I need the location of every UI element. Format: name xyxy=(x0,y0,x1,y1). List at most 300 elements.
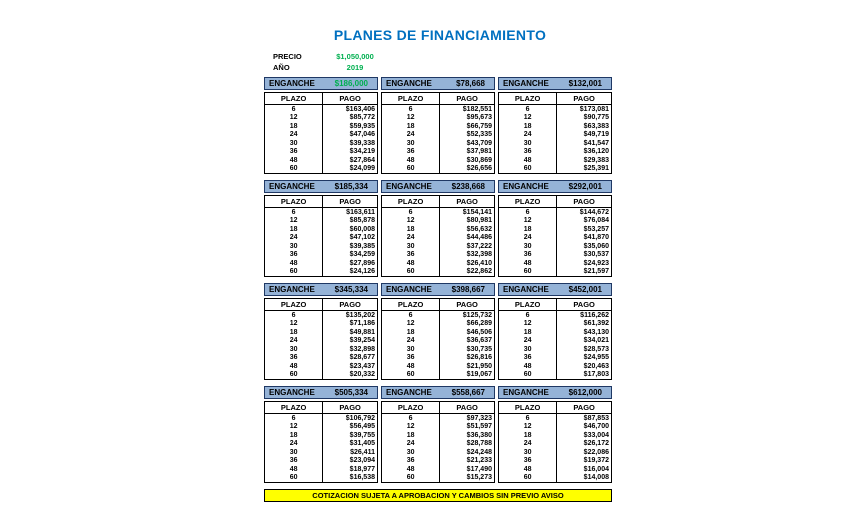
enganche-header xyxy=(381,386,495,399)
payment-row xyxy=(499,371,611,380)
pago-value: $44,486 xyxy=(466,234,492,242)
payment-row xyxy=(499,242,611,251)
plazo-value: 48 xyxy=(499,362,557,371)
pago-value: $85,772 xyxy=(349,114,375,122)
pago-column-header: PAGO xyxy=(456,300,478,309)
plazo-value: 30 xyxy=(265,242,323,251)
ano-value: 2019 xyxy=(346,63,364,72)
plazo-value: 48 xyxy=(265,259,323,268)
plazo-value: 6 xyxy=(265,105,323,114)
plazo-value: 24 xyxy=(382,440,440,449)
plazo-column-header: PLAZO xyxy=(265,299,323,310)
payment-row xyxy=(265,440,377,449)
ano-row xyxy=(273,62,616,73)
payment-row xyxy=(499,474,611,483)
payment-row xyxy=(265,217,377,226)
plazo-value: 60 xyxy=(382,474,440,483)
plazo-value: 24 xyxy=(265,234,323,243)
plazo-value: 30 xyxy=(265,345,323,354)
pago-value: $90,775 xyxy=(583,114,609,122)
pago-value: $163,611 xyxy=(346,208,375,216)
plazo-value: 18 xyxy=(265,431,323,440)
plazo-column-header: PLAZO xyxy=(265,93,323,104)
financing-sheet xyxy=(264,27,616,502)
payment-row xyxy=(265,156,377,165)
pago-value: $154,141 xyxy=(462,208,492,216)
plazo-value: 6 xyxy=(382,311,440,320)
plan-block xyxy=(264,386,378,483)
plazo-column-header: PLAZO xyxy=(499,299,557,310)
payment-row xyxy=(382,208,494,217)
plazo-value: 18 xyxy=(499,225,557,234)
payment-row xyxy=(265,414,377,423)
plazo-value: 6 xyxy=(382,105,440,114)
payment-row xyxy=(265,208,377,217)
enganche-label: ENGANCHE xyxy=(269,388,315,397)
enganche-amount: $505,334 xyxy=(334,388,368,397)
payment-row xyxy=(265,465,377,474)
pago-value: $173,081 xyxy=(579,105,609,113)
enganche-header xyxy=(498,180,612,193)
plan-block xyxy=(381,283,495,380)
payment-row xyxy=(265,474,377,483)
payment-row xyxy=(499,465,611,474)
plazo-value: 18 xyxy=(382,225,440,234)
payment-row xyxy=(382,139,494,148)
payment-row xyxy=(265,139,377,148)
payment-row xyxy=(499,114,611,123)
plazo-value: 36 xyxy=(265,354,323,363)
pago-value: $28,573 xyxy=(583,345,609,353)
enganche-amount: $185,334 xyxy=(334,182,368,191)
plazo-value: 18 xyxy=(265,328,323,337)
pago-value: $24,099 xyxy=(349,165,375,173)
payment-row xyxy=(265,242,377,251)
pago-value: $17,490 xyxy=(466,465,492,473)
plazo-value: 48 xyxy=(382,259,440,268)
plazo-value: 36 xyxy=(499,457,557,466)
pago-column-header: PAGO xyxy=(573,197,595,206)
payment-row xyxy=(382,311,494,320)
plazo-value: 48 xyxy=(382,362,440,371)
pago-value: $25,391 xyxy=(583,165,609,173)
payment-row xyxy=(499,328,611,337)
payment-row xyxy=(265,105,377,114)
plazo-value: 18 xyxy=(382,122,440,131)
precio-label: PRECIO xyxy=(273,52,302,61)
pago-value: $49,719 xyxy=(583,131,609,139)
plazo-column-header: PLAZO xyxy=(382,93,440,104)
pago-value: $106,792 xyxy=(345,414,375,422)
payment-row xyxy=(499,268,611,277)
payment-row xyxy=(382,114,494,123)
plazo-value: 60 xyxy=(499,371,557,380)
plan-block xyxy=(498,77,612,174)
pago-value: $27,896 xyxy=(349,259,375,267)
payment-row xyxy=(265,328,377,337)
payment-row xyxy=(499,311,611,320)
pago-value: $33,004 xyxy=(583,431,609,439)
plazo-value: 36 xyxy=(382,457,440,466)
plazo-value: 12 xyxy=(499,423,557,432)
payment-row xyxy=(265,345,377,354)
pago-value: $39,385 xyxy=(349,242,375,250)
plazo-value: 36 xyxy=(382,251,440,260)
enganche-amount: $398,667 xyxy=(451,285,485,294)
payment-row xyxy=(382,345,494,354)
plazo-value: 36 xyxy=(265,148,323,157)
payment-row xyxy=(382,217,494,226)
payment-row xyxy=(265,251,377,260)
enganche-label: ENGANCHE xyxy=(386,285,432,294)
pago-value: $32,398 xyxy=(466,251,492,259)
plazo-value: 60 xyxy=(499,165,557,174)
plazo-value: 18 xyxy=(382,431,440,440)
payment-row xyxy=(499,122,611,131)
enganche-amount: $612,000 xyxy=(568,388,602,397)
pago-value: $16,538 xyxy=(349,474,375,482)
table-header-row xyxy=(382,93,494,105)
enganche-header xyxy=(498,283,612,296)
payment-table xyxy=(381,298,495,380)
plazo-value: 30 xyxy=(499,242,557,251)
payment-row xyxy=(382,465,494,474)
pago-value: $182,551 xyxy=(462,105,492,113)
payment-row xyxy=(382,457,494,466)
payment-row xyxy=(265,234,377,243)
pago-value: $31,405 xyxy=(349,440,375,448)
plazo-column-header: PLAZO xyxy=(499,196,557,207)
plazo-value: 12 xyxy=(382,114,440,123)
payment-row xyxy=(382,165,494,174)
pago-value: $23,094 xyxy=(349,457,375,465)
plazo-value: 48 xyxy=(499,259,557,268)
page-title: PLANES DE FINANCIAMIENTO xyxy=(333,27,547,43)
enganche-label: ENGANCHE xyxy=(269,182,315,191)
pago-column-header: PAGO xyxy=(456,94,478,103)
plazo-value: 6 xyxy=(499,105,557,114)
pago-column-header: PAGO xyxy=(573,94,595,103)
plazo-value: 12 xyxy=(265,114,323,123)
payment-row xyxy=(499,423,611,432)
plazo-value: 60 xyxy=(265,371,323,380)
pago-value: $18,977 xyxy=(349,465,375,473)
pago-value: $80,981 xyxy=(466,217,492,225)
payment-row xyxy=(265,448,377,457)
plazo-value: 24 xyxy=(265,440,323,449)
payment-row xyxy=(382,156,494,165)
payment-row xyxy=(382,131,494,140)
plazo-value: 36 xyxy=(499,148,557,157)
plazo-value: 30 xyxy=(382,448,440,457)
plazo-value: 24 xyxy=(499,440,557,449)
plazo-value: 12 xyxy=(382,320,440,329)
payment-row xyxy=(265,165,377,174)
pago-value: $29,383 xyxy=(583,156,609,164)
plazo-value: 30 xyxy=(499,345,557,354)
pago-value: $36,637 xyxy=(466,337,492,345)
plazo-value: 18 xyxy=(265,225,323,234)
payment-row xyxy=(265,259,377,268)
plazo-value: 60 xyxy=(265,165,323,174)
payment-table xyxy=(381,401,495,483)
payment-row xyxy=(382,251,494,260)
enganche-amount: $238,668 xyxy=(451,182,485,191)
payment-table xyxy=(381,195,495,277)
plazo-value: 24 xyxy=(265,131,323,140)
payment-row xyxy=(265,131,377,140)
payment-row xyxy=(499,457,611,466)
plazo-column-header: PLAZO xyxy=(382,402,440,413)
plan-block xyxy=(381,77,495,174)
pago-value: $19,372 xyxy=(583,457,609,465)
pago-value: $135,202 xyxy=(345,311,375,319)
pago-column-header: PAGO xyxy=(339,94,361,103)
plazo-value: 12 xyxy=(499,217,557,226)
enganche-amount: $132,001 xyxy=(568,79,602,88)
payment-table xyxy=(264,92,378,174)
enganche-label: ENGANCHE xyxy=(386,79,432,88)
enganche-label: ENGANCHE xyxy=(503,182,549,191)
precio-value: $1,050,000 xyxy=(336,52,374,61)
plazo-value: 18 xyxy=(382,328,440,337)
payment-row xyxy=(499,440,611,449)
payment-table xyxy=(498,401,612,483)
pago-value: $20,463 xyxy=(583,362,609,370)
pago-value: $52,335 xyxy=(466,131,492,139)
pago-value: $49,881 xyxy=(349,328,375,336)
plazo-value: 30 xyxy=(382,345,440,354)
pago-value: $26,816 xyxy=(466,354,492,362)
payment-row xyxy=(499,225,611,234)
payment-row xyxy=(265,423,377,432)
pago-value: $20,332 xyxy=(349,371,375,379)
payment-row xyxy=(382,105,494,114)
plazo-value: 12 xyxy=(499,114,557,123)
pago-value: $56,495 xyxy=(349,423,375,431)
plazo-value: 12 xyxy=(382,217,440,226)
payment-table xyxy=(264,401,378,483)
table-header-row xyxy=(382,299,494,311)
plazo-value: 24 xyxy=(499,131,557,140)
enganche-amount: $558,667 xyxy=(451,388,485,397)
payment-table xyxy=(498,298,612,380)
pago-value: $39,338 xyxy=(349,139,375,147)
table-header-row xyxy=(382,402,494,414)
plazo-value: 12 xyxy=(265,423,323,432)
precio-row xyxy=(273,51,616,62)
pago-value: $66,759 xyxy=(466,122,492,130)
plazo-value: 60 xyxy=(382,371,440,380)
payment-row xyxy=(265,431,377,440)
pago-value: $28,677 xyxy=(349,354,375,362)
pago-value: $39,755 xyxy=(349,431,375,439)
plan-block xyxy=(498,180,612,277)
pago-value: $22,086 xyxy=(583,448,609,456)
enganche-amount: $186,000 xyxy=(334,79,368,88)
plazo-value: 6 xyxy=(499,208,557,217)
pago-value: $24,248 xyxy=(466,448,492,456)
pago-value: $26,411 xyxy=(350,448,375,456)
plazo-value: 6 xyxy=(499,311,557,320)
pago-value: $36,120 xyxy=(583,148,609,156)
plazo-value: 30 xyxy=(499,139,557,148)
pago-value: $34,021 xyxy=(583,337,609,345)
pago-value: $16,004 xyxy=(583,465,609,473)
pago-value: $23,437 xyxy=(349,362,375,370)
pago-value: $47,102 xyxy=(349,234,375,242)
payment-row xyxy=(265,457,377,466)
payment-row xyxy=(265,122,377,131)
payment-row xyxy=(499,345,611,354)
plazo-value: 48 xyxy=(382,156,440,165)
payment-row xyxy=(499,362,611,371)
pago-column-header: PAGO xyxy=(339,197,361,206)
pago-value: $144,672 xyxy=(579,208,609,216)
enganche-header xyxy=(264,77,378,90)
payment-row xyxy=(265,354,377,363)
plazo-value: 18 xyxy=(499,328,557,337)
pago-value: $56,632 xyxy=(466,225,492,233)
pago-value: $24,126 xyxy=(349,268,375,276)
payment-row xyxy=(499,105,611,114)
plazo-value: 36 xyxy=(265,251,323,260)
plazo-value: 48 xyxy=(382,465,440,474)
pago-value: $47,046 xyxy=(349,131,375,139)
plan-block xyxy=(498,386,612,483)
ano-label: AÑO xyxy=(273,63,290,72)
pago-value: $46,506 xyxy=(466,328,492,336)
enganche-amount: $452,001 xyxy=(568,285,602,294)
plazo-value: 48 xyxy=(499,156,557,165)
plazo-value: 36 xyxy=(499,251,557,260)
payment-table xyxy=(264,298,378,380)
plazo-column-header: PLAZO xyxy=(265,196,323,207)
pago-value: $59,935 xyxy=(349,122,375,130)
payment-row xyxy=(382,320,494,329)
enganche-header xyxy=(498,386,612,399)
table-header-row xyxy=(499,93,611,105)
plazo-value: 60 xyxy=(265,268,323,277)
table-header-row xyxy=(499,299,611,311)
pago-value: $163,406 xyxy=(345,105,375,113)
payment-row xyxy=(382,268,494,277)
plazo-value: 60 xyxy=(265,474,323,483)
pago-value: $19,067 xyxy=(466,371,492,379)
pago-value: $37,981 xyxy=(466,148,492,156)
table-header-row xyxy=(265,93,377,105)
enganche-label: ENGANCHE xyxy=(503,388,549,397)
plazo-column-header: PLAZO xyxy=(265,402,323,413)
payment-row xyxy=(382,362,494,371)
pago-value: $30,869 xyxy=(466,156,492,164)
enganche-label: ENGANCHE xyxy=(269,79,315,88)
payment-row xyxy=(382,431,494,440)
enganche-header xyxy=(498,77,612,90)
price-info-block xyxy=(264,51,616,73)
pago-value: $116,262 xyxy=(580,311,609,319)
pago-value: $53,257 xyxy=(583,225,609,233)
plazo-value: 24 xyxy=(499,234,557,243)
pago-value: $43,130 xyxy=(583,328,609,336)
pago-value: $30,537 xyxy=(583,251,609,259)
payment-row xyxy=(265,225,377,234)
plazo-value: 60 xyxy=(499,474,557,483)
enganche-label: ENGANCHE xyxy=(386,182,432,191)
payment-row xyxy=(382,371,494,380)
plazo-value: 6 xyxy=(499,414,557,423)
plazo-value: 30 xyxy=(265,448,323,457)
pago-value: $14,008 xyxy=(583,474,609,482)
table-header-row xyxy=(382,196,494,208)
pago-value: $35,060 xyxy=(583,242,609,250)
plazo-value: 48 xyxy=(265,156,323,165)
pago-value: $34,219 xyxy=(349,148,375,156)
plan-block xyxy=(264,283,378,380)
plan-block xyxy=(498,283,612,380)
pago-value: $43,709 xyxy=(466,139,492,147)
pago-column-header: PAGO xyxy=(339,403,361,412)
plazo-value: 36 xyxy=(265,457,323,466)
pago-value: $24,955 xyxy=(583,354,609,362)
payment-table xyxy=(264,195,378,277)
pago-value: $97,323 xyxy=(466,414,492,422)
enganche-label: ENGANCHE xyxy=(269,285,315,294)
plazo-value: 18 xyxy=(499,122,557,131)
plazo-value: 30 xyxy=(265,139,323,148)
table-header-row xyxy=(265,402,377,414)
plazo-value: 12 xyxy=(265,217,323,226)
payment-table xyxy=(381,92,495,174)
pago-value: $24,923 xyxy=(583,259,609,267)
plazo-value: 30 xyxy=(382,139,440,148)
plazo-value: 6 xyxy=(382,208,440,217)
plazo-value: 12 xyxy=(499,320,557,329)
pago-value: $76,084 xyxy=(583,217,609,225)
payment-row xyxy=(382,328,494,337)
plazo-column-header: PLAZO xyxy=(382,299,440,310)
payment-row xyxy=(499,448,611,457)
plazo-value: 24 xyxy=(499,337,557,346)
payment-row xyxy=(265,362,377,371)
plazo-value: 24 xyxy=(382,131,440,140)
payment-row xyxy=(265,114,377,123)
payment-row xyxy=(499,156,611,165)
plazo-value: 12 xyxy=(382,423,440,432)
payment-row xyxy=(265,148,377,157)
enganche-header xyxy=(264,180,378,193)
payment-row xyxy=(499,139,611,148)
pago-value: $26,172 xyxy=(583,440,609,448)
plazo-value: 48 xyxy=(265,362,323,371)
payment-row xyxy=(499,431,611,440)
pago-value: $27,864 xyxy=(349,156,375,164)
plazo-value: 6 xyxy=(265,311,323,320)
plazo-value: 6 xyxy=(265,208,323,217)
payment-table xyxy=(498,195,612,277)
enganche-label: ENGANCHE xyxy=(386,388,432,397)
plan-block xyxy=(264,77,378,174)
payment-row xyxy=(382,414,494,423)
plazo-column-header: PLAZO xyxy=(499,402,557,413)
payment-row xyxy=(382,337,494,346)
pago-value: $36,380 xyxy=(466,431,492,439)
enganche-header xyxy=(264,283,378,296)
pago-value: $63,383 xyxy=(583,122,609,130)
payment-row xyxy=(265,320,377,329)
payment-row xyxy=(382,225,494,234)
plan-block xyxy=(381,180,495,277)
